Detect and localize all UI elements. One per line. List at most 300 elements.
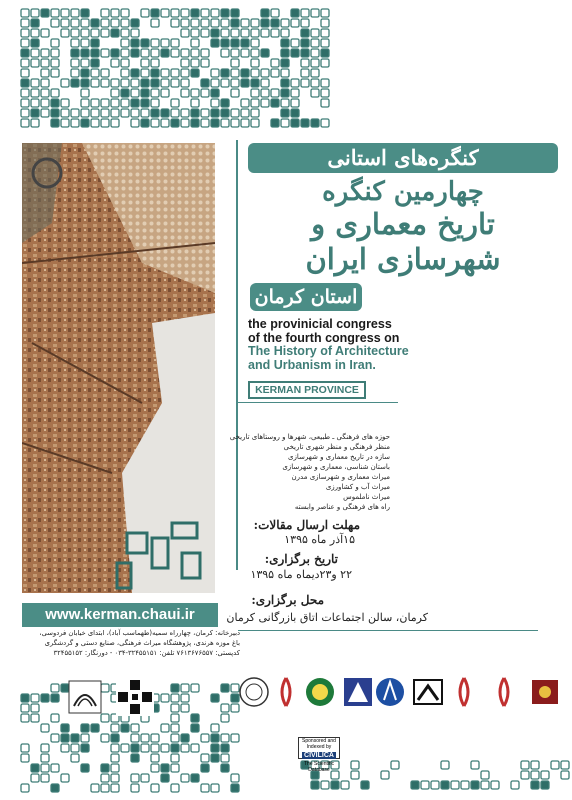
grid-square [281,49,289,57]
grid-square [261,99,269,107]
grid-square [341,781,349,789]
grid-square [441,761,449,769]
grid-square [51,59,59,67]
grid-square [201,79,209,87]
grid-square [21,49,29,57]
grid-square [251,39,259,47]
grid-square [291,119,299,127]
footer-line [238,630,538,631]
grid-square [241,19,249,27]
grid-square [111,754,119,762]
grid-square [51,39,59,47]
grid-square [111,29,119,37]
grid-square [101,49,109,57]
english-title [248,318,568,372]
grid-square [261,79,269,87]
grid-square [171,744,179,752]
grid-square [121,39,129,47]
grid-square [131,29,139,37]
grid-square [41,744,49,752]
grid-square [281,19,289,27]
grid-square [41,49,49,57]
grid-square [521,761,529,769]
grid-square [161,744,169,752]
grid-square [271,69,279,77]
grid-square [21,89,29,97]
grid-square [251,29,259,37]
grid-square [221,744,229,752]
grid-square [91,79,99,87]
grid-square [111,19,119,27]
grid-square [531,761,539,769]
grid-square [191,49,199,57]
grid-square [481,771,489,779]
grid-square [41,764,49,772]
grid-square [21,784,29,792]
grid-square [221,49,229,57]
grid-square [141,49,149,57]
grid-square [61,744,69,752]
grid-square [251,79,259,87]
grid-square [301,79,309,87]
topic-item: منظر فرهنگی و منظر شهری تاریخی [283,443,390,451]
grid-square [181,109,189,117]
topic-item: حوزه های فرهنگی ـ طبیعی، شهرها و روستاهای تاریخی [229,433,390,441]
grid-square [111,119,119,127]
title-line-2: چهارمین کنگره [322,177,484,207]
grid-square [181,69,189,77]
grid-square [111,784,119,792]
grid-square [151,764,159,772]
grid-square [21,69,29,77]
grid-square [221,119,229,127]
grid-square [561,771,569,779]
grid-square [91,69,99,77]
grid-square [21,9,29,17]
grid-square [201,9,209,17]
grid-square [231,89,239,97]
grid-square [91,59,99,67]
grid-square [521,771,529,779]
grid-square [91,99,99,107]
grid-square [71,59,79,67]
grid-square [121,69,129,77]
grid-square [311,89,319,97]
grid-square [241,29,249,37]
grid-square [181,79,189,87]
grid-square [201,59,209,67]
grid-square [191,59,199,67]
grid-square [171,734,179,742]
grid-square [381,771,389,779]
grid-square [171,79,179,87]
grid-square [21,19,29,27]
grid-square [111,89,119,97]
grid-square [161,764,169,772]
grid-square [321,29,329,37]
grid-square [131,49,139,57]
grid-square [171,119,179,127]
address-line-2: باغ موزه هرندی، پژوهشگاه میراث فرهنگی، صنایع دستی و گردشگری [44,639,240,647]
grid-square [241,119,249,127]
grid-square [201,784,209,792]
grid-square [291,19,299,27]
grid-square [201,29,209,37]
grid-square [81,79,89,87]
grid-square [441,781,449,789]
grid-square [41,724,49,732]
grid-square [141,89,149,97]
grid-square [71,69,79,77]
grid-square [71,754,79,762]
grid-square [171,724,179,732]
grid-square [81,39,89,47]
grid-square [51,19,59,27]
grid-square [91,109,99,117]
grid-square [151,784,159,792]
grid-square [51,109,59,117]
deadline-label: مهلت ارسال مقالات: [253,518,360,532]
grid-square [141,119,149,127]
grid-square [311,781,319,789]
grid-square [151,744,159,752]
grid-square [41,89,49,97]
english-line-2: of the fourth congress on [248,330,400,345]
grid-square [361,781,369,789]
grid-square [191,9,199,17]
grid-square [211,784,219,792]
grid-square [141,774,149,782]
grid-square [231,119,239,127]
grid-square [61,79,69,87]
grid-square [391,761,399,769]
grid-square [191,744,199,752]
grid-square [21,754,29,762]
grid-square [101,99,109,107]
grid-square [111,764,119,772]
grid-square [301,19,309,27]
grid-square [551,761,559,769]
grid-square [181,49,189,57]
grid-square [31,19,39,27]
grid-square [181,9,189,17]
grid-square [161,9,169,17]
grid-square [191,724,199,732]
grid-square [221,704,229,712]
grid-square [311,9,319,17]
grid-square [81,9,89,17]
grid-square [191,19,199,27]
grid-square [51,684,59,692]
grid-square [271,89,279,97]
grid-square [31,59,39,67]
grid-square [171,684,179,692]
grid-square [291,109,299,117]
grid-square [171,39,179,47]
grid-square [241,79,249,87]
grid-square [181,684,189,692]
grid-square [151,79,159,87]
grid-square [61,119,69,127]
address-line-1: دبیرخانه: کرمان، چهارراه سمیه(طهماسب آباد)، ابتدای خیابان فردوسی، [39,629,240,637]
grid-square [211,39,219,47]
grid-square [281,69,289,77]
grid-square [71,49,79,57]
grid-square [81,29,89,37]
grid-square [121,49,129,57]
grid-square [151,754,159,762]
grid-square [231,19,239,27]
grid-square [281,99,289,107]
grid-square [111,724,119,732]
grid-square [241,109,249,117]
venue-label: محل برگزاری: [251,593,324,607]
grid-square [311,29,319,37]
grid-square [531,771,539,779]
grid-square [191,89,199,97]
civilica-name: CIVILICA [302,752,336,759]
grid-square [151,39,159,47]
grid-square [201,119,209,127]
topic-item: راه های فرهنگی و عناصر وابسته [294,503,390,511]
grid-square [131,39,139,47]
grid-square [211,29,219,37]
grid-square [231,109,239,117]
grid-square [61,29,69,37]
grid-square [171,19,179,27]
grid-square [231,69,239,77]
grid-square [61,109,69,117]
grid-square [351,771,359,779]
grid-square [301,119,309,127]
grid-square [101,29,109,37]
grid-square [191,69,199,77]
grid-square [321,9,329,17]
grid-square [181,734,189,742]
grid-square [331,781,339,789]
emblem-logo [116,678,154,716]
grid-square [61,9,69,17]
grid-square [121,89,129,97]
grid-square [161,109,169,117]
grid-square [21,744,29,752]
grid-square [41,694,49,702]
grid-square [281,109,289,117]
grid-square [111,99,119,107]
grid-square [151,59,159,67]
grid-square [31,774,39,782]
grid-square [281,59,289,67]
grid-square [141,79,149,87]
grid-square [51,9,59,17]
grid-square [51,714,59,722]
grid-square [451,781,459,789]
grid-square [291,49,299,57]
grid-square [221,109,229,117]
grid-square [51,69,59,77]
grid-square [211,79,219,87]
grid-square [111,734,119,742]
grid-square [251,69,259,77]
grid-square [241,99,249,107]
grid-square [41,59,49,67]
grid-square [231,79,239,87]
grid-square [131,109,139,117]
grid-square [151,49,159,57]
grid-square [161,69,169,77]
grid-square [31,694,39,702]
grid-square [101,764,109,772]
grid-square [161,39,169,47]
grid-square [311,79,319,87]
grid-square [91,39,99,47]
grid-square [81,119,89,127]
heritage-logo [68,680,102,714]
grid-square [81,99,89,107]
grid-square [71,119,79,127]
grid-square [241,39,249,47]
grid-square [181,119,189,127]
grid-square [261,69,269,77]
grid-square [51,99,59,107]
grid-square [281,119,289,127]
grid-square [31,79,39,87]
grid-square [31,39,39,47]
grid-square [231,774,239,782]
grid-square [231,784,239,792]
grid-square [151,69,159,77]
grid-square [311,119,319,127]
grid-square [41,29,49,37]
grid-square [101,734,109,742]
grid-square [431,781,439,789]
grid-square [61,99,69,107]
grid-square [101,714,109,722]
grid-square [221,734,229,742]
grid-square [231,59,239,67]
grid-square [251,59,259,67]
grid-square [81,69,89,77]
grid-square [211,754,219,762]
grid-square [291,9,299,17]
grid-square [61,734,69,742]
grid-square [131,119,139,127]
grid-square [311,69,319,77]
grid-square [211,724,219,732]
grid-square [171,704,179,712]
grid-square [271,99,279,107]
grid-square [41,774,49,782]
grid-square [251,89,259,97]
title-banner: کنگره‌های استانی [248,143,558,173]
grid-square [21,119,29,127]
grid-square [31,99,39,107]
topic-item: میراث آب و کشاورزی [325,483,390,491]
grid-square [111,49,119,57]
grid-square [111,109,119,117]
civilica-line-1: Sponsored and Indexed by [302,738,336,750]
grid-square [181,744,189,752]
grid-square [201,49,209,57]
grid-square [141,734,149,742]
grid-square [61,724,69,732]
grid-square [21,29,29,37]
grid-square [471,761,479,769]
grid-square [111,744,119,752]
grid-square [21,99,29,107]
grid-square [221,39,229,47]
grid-square [191,109,199,117]
grid-square [211,119,219,127]
grid-square [301,9,309,17]
grid-square [201,109,209,117]
grid-square [91,49,99,57]
grid-square [101,109,109,117]
grid-square [101,784,109,792]
grid-square [541,771,549,779]
grid-square [91,29,99,37]
grid-square [191,29,199,37]
grid-square [211,9,219,17]
grid-square [221,754,229,762]
grid-square [31,89,39,97]
grid-square [241,69,249,77]
grid-square [51,89,59,97]
grid-square [151,734,159,742]
grid-square [71,39,79,47]
grid-square [271,19,279,27]
grid-square [261,9,269,17]
grid-square [231,39,239,47]
grid-square [51,764,59,772]
grid-square [51,784,59,792]
grid-square [121,79,129,87]
grid-square [141,744,149,752]
sponsor-logos [238,672,568,732]
grid-square [211,734,219,742]
grid-square [41,99,49,107]
grid-square [161,774,169,782]
topic-item: سازه در تاریخ معماری و شهرسازی [288,453,390,461]
grid-square [181,704,189,712]
grid-square [221,9,229,17]
grid-square [171,714,179,722]
grid-square [101,774,109,782]
grid-square [221,714,229,722]
grid-square [221,684,229,692]
grid-square [91,119,99,127]
website-url[interactable]: www.kerman.chaui.ir [22,603,218,627]
grid-square [271,59,279,67]
grid-square [191,39,199,47]
grid-square [81,724,89,732]
topic-item: میراث معماری و شهرسازی مدرن [291,473,390,481]
grid-square [121,744,129,752]
grid-square [191,684,199,692]
grid-square [201,764,209,772]
grid-square [21,79,29,87]
topic-item: میراث ناملموس [343,493,390,501]
grid-square [291,99,299,107]
grid-square [211,744,219,752]
grid-square [121,9,129,17]
grid-square [51,694,59,702]
grid-square [211,109,219,117]
grid-square [91,784,99,792]
grid-square [161,694,169,702]
grid-square [31,29,39,37]
grid-square [321,79,329,87]
